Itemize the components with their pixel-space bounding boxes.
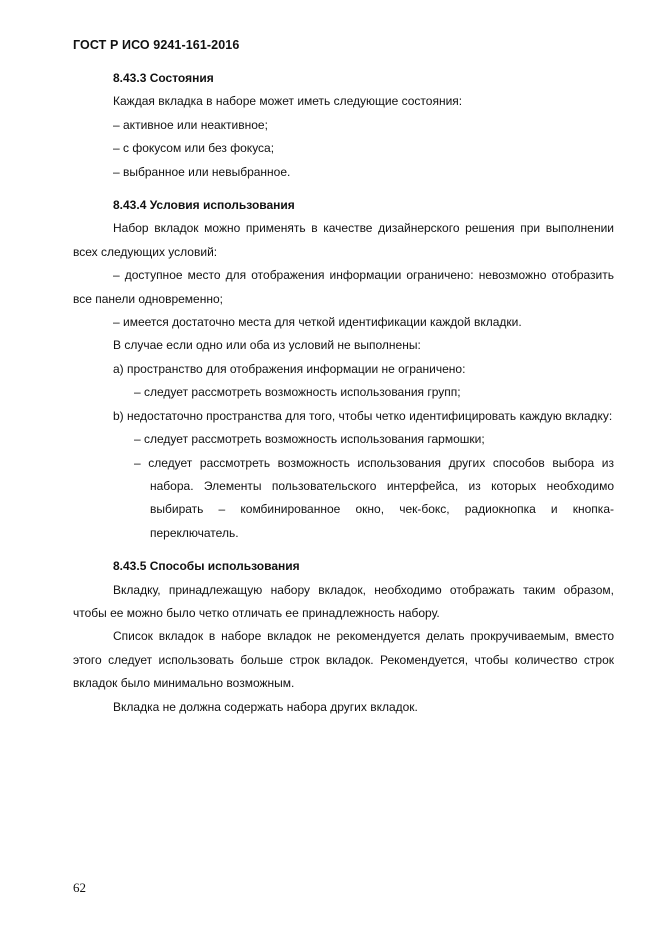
document-body	[73, 67, 614, 719]
list-item: – выбранное или невыбранное.	[113, 164, 291, 179]
list-item: – с фокусом или без фокуса;	[113, 141, 275, 156]
paragraph: Набор вкладок можно применять в качестве дизайнерского решения при выполнении всех следующих условий:	[73, 221, 614, 259]
list-item: – активное или неактивное;	[113, 117, 268, 132]
paragraph: Вкладку, принадлежащую набору вкладок, необходимо отображать таким образом, чтобы ее можно было четко отличать ее принадлежность набору.	[73, 582, 614, 620]
list-item: – следует рассмотреть возможность использования других способов выбора из набора. Элементы пользовательского интерфейса, из которых необходимо выбирать – комбинированное окно, чек-бокс, радиокнопка и кнопка-переключатель.	[134, 455, 614, 540]
paragraph: Вкладка не должна содержать набора других вкладок.	[113, 699, 418, 714]
paragraph: – доступное место для отображения информации ограничено: невозможно отобразить все панели одновременно;	[73, 268, 614, 306]
list-item: – следует рассмотреть возможность использования групп;	[134, 385, 461, 400]
paragraph: – имеется достаточно места для четкой идентификации каждой вкладки.	[113, 315, 522, 330]
paragraph: Каждая вкладка в наборе может иметь следующие состояния:	[113, 94, 463, 109]
page-number: 62	[73, 880, 86, 895]
document-header: ГОСТ Р ИСО 9241-161-2016	[73, 38, 240, 52]
section-heading: 8.43.3 Состояния	[113, 71, 214, 85]
paragraph: a) пространство для отображения информации не ограничено:	[113, 361, 466, 376]
list-item: – следует рассмотреть возможность использования гармошки;	[134, 432, 485, 447]
paragraph: В случае если одно или оба из условий не выполнены:	[113, 338, 421, 353]
paragraph: Список вкладок в наборе вкладок не рекомендуется делать прокручиваемым, вместо этого следует использовать больше строк вкладок. Рекомендуется, чтобы количество строк вкладок было минимально возможным.	[73, 629, 614, 691]
section-heading: 8.43.4 Условия использования	[113, 198, 295, 213]
paragraph: b) недостаточно пространства для того, чтобы четко идентифицировать каждую вкладку:	[113, 408, 613, 423]
section-heading: 8.43.5 Способы использования	[113, 559, 300, 574]
